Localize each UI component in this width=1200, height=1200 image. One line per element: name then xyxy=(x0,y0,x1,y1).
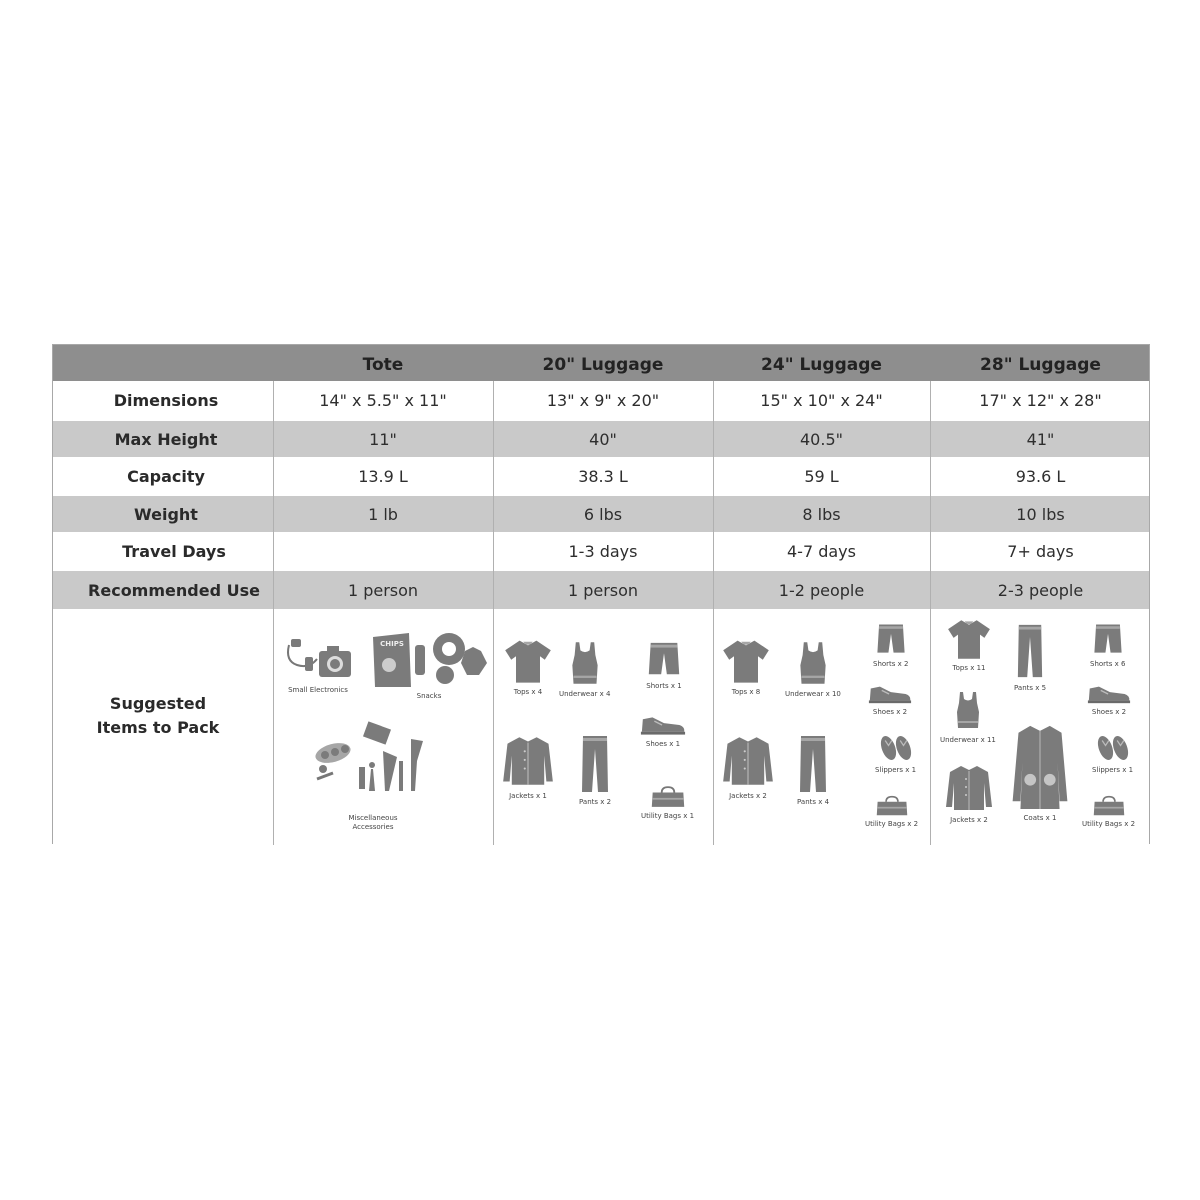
pants-caption: Pants x 2 xyxy=(579,798,612,806)
column-divider xyxy=(930,381,931,845)
coats-caption: Coats x 1 xyxy=(1023,814,1057,822)
jackets-caption: Jackets x 2 xyxy=(950,816,988,824)
shoes-caption: Shoes x 2 xyxy=(1091,708,1127,716)
misc-accessories-item xyxy=(313,721,433,832)
tops-item xyxy=(721,637,771,697)
slippers-item xyxy=(1092,733,1133,775)
misc-accessories-caption xyxy=(348,814,397,832)
flip-flop-icon xyxy=(1096,733,1130,763)
utility-bags-item xyxy=(865,795,918,829)
pants-item xyxy=(579,733,611,807)
pants-item xyxy=(1014,621,1046,693)
cell-24: 15" x 10" x 24" xyxy=(760,390,883,410)
cell-24: 4-7 days xyxy=(787,542,856,561)
cell-28: 10 lbs xyxy=(1016,504,1065,524)
table-header xyxy=(53,345,1149,381)
luggage-comparison-table xyxy=(52,344,1150,844)
coat-icon xyxy=(1010,723,1070,811)
suggested-label-line2: Items to Pack xyxy=(96,718,220,737)
shorts-icon xyxy=(645,639,683,679)
column-divider xyxy=(273,381,274,845)
header-empty xyxy=(53,345,273,381)
row-label: Weight xyxy=(134,504,198,524)
jackets-caption: Jackets x 2 xyxy=(729,792,767,800)
pants-caption: Pants x 4 xyxy=(797,798,830,806)
pants-icon xyxy=(580,733,610,795)
pants-item xyxy=(797,733,829,807)
shorts-icon xyxy=(874,621,908,657)
shoes-item xyxy=(639,713,687,749)
row-suggested-items xyxy=(53,609,1149,845)
tops-caption: Tops x 11 xyxy=(952,664,986,672)
misc-accessories-icon xyxy=(313,721,433,811)
cell-20: 40" xyxy=(589,429,617,449)
misc-caption-line1: Miscellaneous xyxy=(348,814,398,822)
snacks-item xyxy=(369,631,489,701)
pants-caption: Pants x 5 xyxy=(1014,684,1047,692)
jacket-icon xyxy=(944,763,994,813)
small-electronics-item xyxy=(283,635,353,695)
top-icon xyxy=(946,617,992,661)
pants-icon xyxy=(1016,621,1044,681)
utility-bags-item xyxy=(1082,795,1135,829)
jackets-caption: Jackets x 1 xyxy=(509,792,547,800)
underwear-item xyxy=(785,639,841,699)
slippers-caption: Slippers x 1 xyxy=(875,766,917,774)
cell-20: 13" x 9" x 20" xyxy=(546,390,660,410)
underwear-item xyxy=(940,687,996,745)
cell-24: 40.5" xyxy=(800,429,843,449)
cell-28: 93.6 L xyxy=(1015,466,1066,486)
jackets-item xyxy=(944,763,994,825)
utility-bag-icon xyxy=(650,785,686,809)
tank-top-icon xyxy=(562,639,608,687)
shoe-icon xyxy=(639,713,687,737)
row-label: Travel Days xyxy=(122,542,226,561)
snacks-caption: Snacks xyxy=(416,692,442,700)
jackets-item xyxy=(721,733,775,801)
coats-item xyxy=(1010,723,1070,823)
shorts-item xyxy=(1090,621,1125,669)
row-label: Capacity xyxy=(127,466,205,486)
row-label xyxy=(53,609,263,845)
cell-tote: 1 person xyxy=(347,580,419,600)
row-recommended-use xyxy=(53,571,1149,609)
small-electronics-caption: Small Electronics xyxy=(288,686,348,694)
row-capacity xyxy=(53,457,1149,495)
jackets-item xyxy=(501,733,555,801)
cell-tote: 13.9 L xyxy=(358,466,408,486)
small-electronics-icon xyxy=(283,635,353,683)
l24-items xyxy=(713,609,930,845)
flip-flop-icon xyxy=(879,733,913,763)
row-label: Recommended Use xyxy=(88,580,260,600)
cell-tote: 14" x 5.5" x 11" xyxy=(319,390,447,410)
top-icon xyxy=(721,637,771,685)
shoes-caption: Shoes x 1 xyxy=(645,740,681,748)
tops-caption: Tops x 8 xyxy=(731,688,761,696)
column-divider xyxy=(713,381,714,845)
suggested-label-line1: Suggested xyxy=(109,694,207,713)
utility-bag-icon xyxy=(875,795,909,817)
shoe-icon xyxy=(867,683,913,705)
jacket-icon xyxy=(501,733,555,789)
utility-bags-caption: Utility Bags x 1 xyxy=(641,812,695,820)
cell-20: 1-3 days xyxy=(568,542,638,561)
column-divider xyxy=(493,381,494,845)
underwear-caption: Underwear x 4 xyxy=(559,690,611,698)
cell-tote: 11" xyxy=(369,429,397,449)
cell-24: 8 lbs xyxy=(802,504,841,524)
cell-24: 1-2 people xyxy=(778,580,865,600)
cell-28: 17" x 12" x 28" xyxy=(979,390,1102,410)
header-tote: Tote xyxy=(362,355,404,375)
row-weight xyxy=(53,496,1149,532)
tank-top-icon xyxy=(790,639,836,687)
tops-item xyxy=(503,637,553,697)
underwear-caption: Underwear x 11 xyxy=(940,736,996,744)
header-24-luggage: 24" Luggage xyxy=(761,355,882,375)
cell-tote: 1 lb xyxy=(368,504,398,524)
cell-28: 2-3 people xyxy=(997,580,1084,600)
chips-text: CHIPS xyxy=(380,640,404,648)
shoes-item xyxy=(1086,683,1132,717)
header-20-luggage: 20" Luggage xyxy=(542,355,664,375)
underwear-item xyxy=(559,639,610,699)
row-max-height xyxy=(53,421,1149,457)
shorts-icon xyxy=(1091,621,1125,657)
cell-tote xyxy=(273,533,493,570)
underwear-caption: Underwear x 10 xyxy=(785,690,841,698)
cell-24: 59 L xyxy=(804,466,839,486)
pants-icon xyxy=(798,733,828,795)
cell-20: 38.3 L xyxy=(578,466,628,486)
shoes-item xyxy=(867,683,913,717)
shoes-caption: Shoes x 2 xyxy=(872,708,908,716)
cell-28: 41" xyxy=(1026,429,1055,449)
shoe-icon xyxy=(1086,683,1132,705)
shorts-caption: Shorts x 2 xyxy=(873,660,909,668)
utility-bags-caption: Utility Bags x 2 xyxy=(865,820,919,828)
shorts-item xyxy=(873,621,908,669)
shorts-caption: Shorts x 6 xyxy=(1090,660,1126,668)
utility-bags-item xyxy=(641,785,694,821)
tank-top-icon xyxy=(948,687,988,733)
utility-bag-icon xyxy=(1092,795,1126,817)
tops-item xyxy=(946,617,992,673)
row-dimensions xyxy=(53,381,1149,419)
shorts-item xyxy=(645,639,683,691)
tote-items xyxy=(273,609,493,845)
jacket-icon xyxy=(721,733,775,789)
slippers-item xyxy=(875,733,916,775)
misc-caption-line2: Accessories xyxy=(352,823,394,831)
l28-items xyxy=(930,609,1151,845)
utility-bags-caption: Utility Bags x 2 xyxy=(1082,820,1136,828)
tops-caption: Tops x 4 xyxy=(513,688,543,696)
row-travel-days xyxy=(53,533,1149,570)
cell-20: 1 person xyxy=(567,580,639,600)
row-label: Max Height xyxy=(114,429,218,449)
snacks-icon xyxy=(369,631,489,689)
top-icon xyxy=(503,637,553,685)
header-28-luggage: 28" Luggage xyxy=(980,355,1101,375)
row-label: Dimensions xyxy=(113,390,219,410)
l20-items xyxy=(493,609,713,845)
cell-28: 7+ days xyxy=(1007,542,1074,561)
cell-20: 6 lbs xyxy=(583,504,623,524)
slippers-caption: Slippers x 1 xyxy=(1092,766,1134,774)
shorts-caption: Shorts x 1 xyxy=(646,682,682,690)
